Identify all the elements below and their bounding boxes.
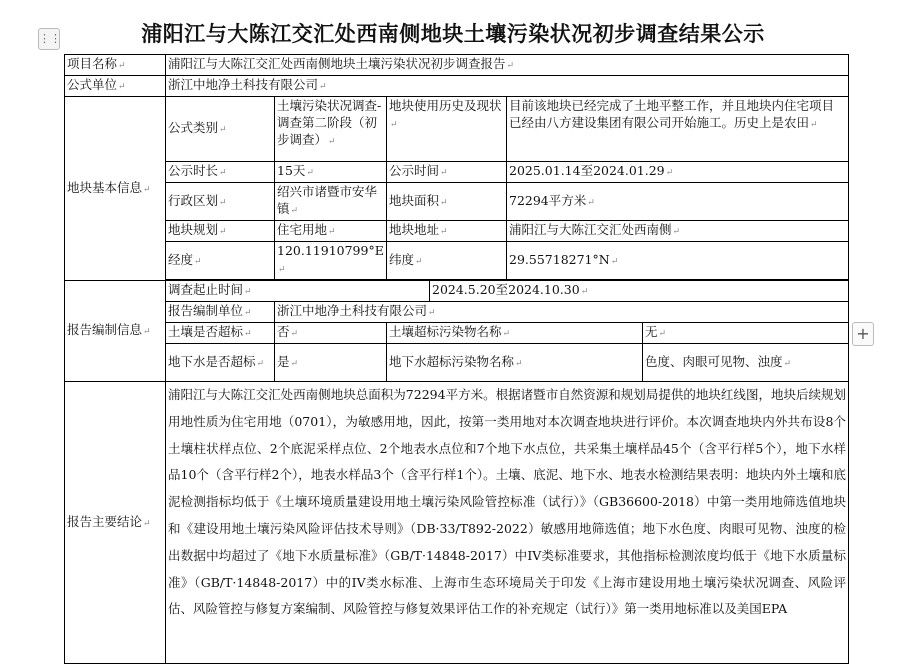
cell-label: 调查起止时间 ↵: [166, 281, 430, 302]
table-row: [65, 242, 849, 280]
table-row: [65, 382, 849, 664]
cell-value[interactable]: 2025.01.14至2024.01.29 ↵: [507, 162, 849, 183]
table-row: [65, 162, 849, 183]
table-row: [65, 281, 849, 302]
table-row: [65, 183, 849, 221]
cell-value[interactable]: 浦阳江与大陈江交汇处西南侧 ↵: [507, 221, 849, 242]
cell-value[interactable]: 无 ↵: [643, 323, 849, 344]
conclusion-text[interactable]: 浦阳江与大陈江交汇处西南侧地块总面积为72294平方米。根据诸暨市自然资源和规划局提供的地块红线图，地块后续规划用地性质为住宅用地（0701），为敏感用地，因此，按第一类用地对本次调查地块进行评价。本次调查地块内外共布设8个土壤柱状样点位、2个底泥采样点位、2个地表水点位和7个地下水点位，共采集土壤样品45个（含平行样5个），地下水样品10个（含平行样2个），地表水样品3个（含平行样1个）。土壤、底泥、地下水、地表水检测结果表明：地块内外土壤和底泥检测指标均低于《土壤环境质量建设用地土壤污染风险管控标准（试行）》（GB36600-2018）中第一类用地筛选值地块和《建设用地土壤污染风险评估技术导则》（DB·33/T892-2022）敏感用地筛选值；地下水色度、肉眼可见物、浊度的检出数据中均超过了《地下水质量标准》（GB/T·14848-2017）中IV类标准要求，其他指标检测浓度均低于《地下水质量标准》（GB/T·14848-2017）中的IV类水标准、上海市生态环境局关于印发《上海市建设用地土壤污染状况调查、风险评估、风险管控与修复方案编制、风险管控与修复效果评估工作的补充规定（试行）》第一类用地标准以及美国EPA: [166, 382, 849, 664]
cell-label: 地块使用历史及现状 ↵: [387, 97, 507, 162]
cell-label: 公示时长 ↵: [166, 162, 275, 183]
table-row: [65, 76, 849, 97]
cell-label: 地块面积 ↵: [387, 183, 507, 221]
table-row: [65, 323, 849, 344]
cell-value[interactable]: 否 ↵: [275, 323, 387, 344]
publicity-table: [64, 54, 849, 664]
cell-label: 公式类别 ↵: [166, 97, 275, 162]
cell-value[interactable]: 浦阳江与大陈江交汇处西南侧地块土壤污染状况初步调查报告 ↵: [166, 55, 849, 76]
cell-label: 土壤是否超标 ↵: [166, 323, 275, 344]
cell-value[interactable]: 土壤污染状况调查-调查第二阶段（初步调查） ↵: [275, 97, 387, 162]
table-row: [65, 55, 849, 76]
cell-value[interactable]: 绍兴市诸暨市安华镇 ↵: [275, 183, 387, 221]
section-label-conclusion: 报告主要结论 ↵: [65, 382, 166, 664]
cell-label: 地下水超标污染物名称 ↵: [387, 344, 643, 382]
cell-value[interactable]: 浙江中地净土科技有限公司 ↵: [275, 302, 849, 323]
cell-label: 公式单位 ↵: [65, 76, 166, 97]
cell-value[interactable]: 120.11910799°E ↵: [275, 242, 387, 280]
document-title: 浦阳江与大陈江交汇处西南侧地块土壤污染状况初步调查结果公示: [141, 22, 765, 46]
cell-label: 报告编制单位 ↵: [166, 302, 275, 323]
table-row: [65, 97, 849, 162]
cell-value[interactable]: 是 ↵: [275, 344, 387, 382]
cell-label: 项目名称 ↵: [65, 55, 166, 76]
cell-value[interactable]: 住宅用地 ↵: [275, 221, 387, 242]
cell-label: 经度 ↵: [166, 242, 275, 280]
section-label-report: 报告编制信息 ↵: [65, 281, 166, 382]
cell-value[interactable]: 浙江中地净土科技有限公司 ↵: [166, 76, 849, 97]
cell-label: 土壤超标污染物名称 ↵: [387, 323, 643, 344]
section-label-basic: 地块基本信息 ↵: [65, 97, 166, 281]
table-row: [65, 302, 849, 323]
cell-value[interactable]: 2024.5.20至2024.10.30 ↵: [430, 281, 849, 302]
cell-value[interactable]: 色度、肉眼可见物、浊度 ↵: [643, 344, 849, 382]
table-move-handle-icon[interactable]: ⋮⋮: [38, 28, 60, 50]
cell-label: 地下水是否超标 ↵: [166, 344, 275, 382]
table-row: [65, 344, 849, 382]
cell-value[interactable]: 29.55718271°N ↵: [507, 242, 849, 280]
cell-label: 地块地址 ↵: [387, 221, 507, 242]
table-row: [65, 221, 849, 242]
add-column-icon[interactable]: +: [852, 322, 874, 346]
cell-value[interactable]: 目前该地块已经完成了土地平整工作，并且地块内住宅项目已经由八方建设集团有限公司开始施工。历史上是农田 ↵: [507, 97, 849, 162]
cell-value[interactable]: 15天 ↵: [275, 162, 387, 183]
cell-value[interactable]: 72294平方米 ↵: [507, 183, 849, 221]
cell-label: 公示时间 ↵: [387, 162, 507, 183]
cell-label: 地块规划 ↵: [166, 221, 275, 242]
cell-label: 纬度 ↵: [387, 242, 507, 280]
cell-label: 行政区划 ↵: [166, 183, 275, 221]
